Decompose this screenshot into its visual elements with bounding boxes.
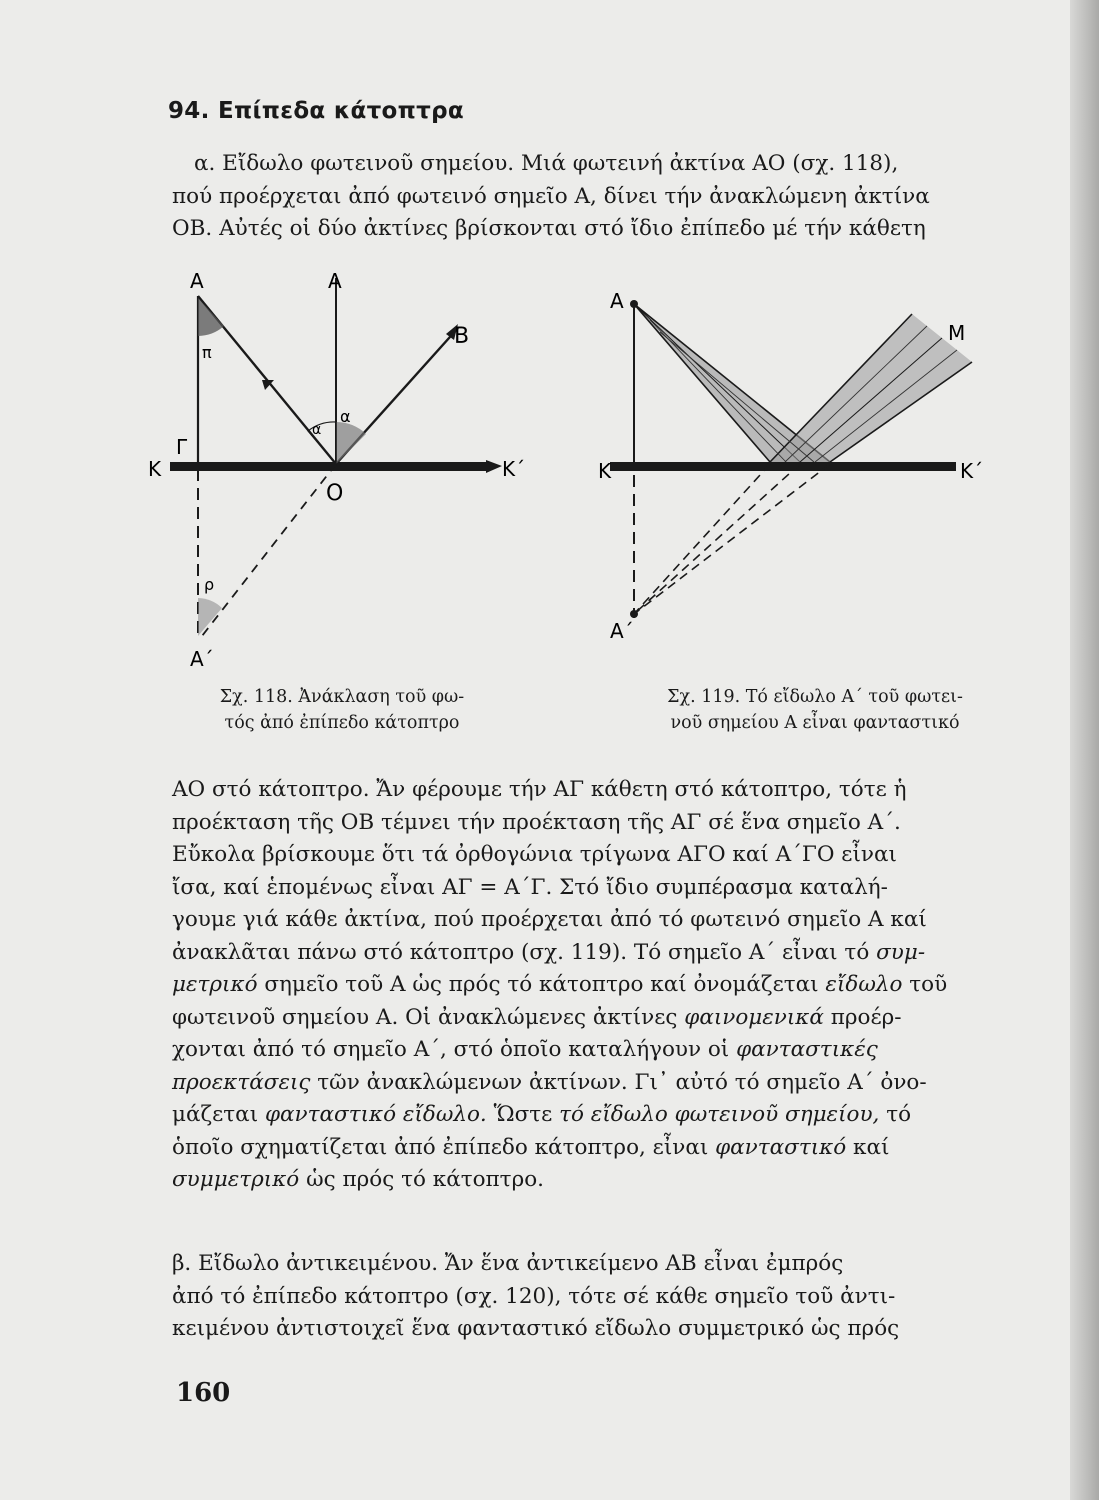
label-pi: π bbox=[202, 343, 212, 362]
label-K-prime: Κ΄ bbox=[502, 457, 526, 481]
caption-line: τός ἀπό ἐπίπεδο κάτοπτρο bbox=[224, 713, 460, 733]
text-line: προέκταση τῆς ΟΒ τέμνει τήν προέκταση τῆς ΑΓ σέ ἕνα σημεῖο Α΄. bbox=[172, 809, 901, 835]
text-line: ΟΒ. Αὐτές οἱ δύο ἀκτίνες βρίσκονται στό ἴδιο ἐπίπεδο μέ τήν κάθετη bbox=[172, 216, 926, 241]
text-run: τῶν ἀνακλώμενων ἀκτίνων. Γι᾽ αὐτό τό σημεῖο Α΄ ὀνο- bbox=[310, 1069, 927, 1095]
italic-run: προεκτάσεις bbox=[172, 1069, 311, 1095]
section-heading: 94. Επίπεδα κάτοπτρα bbox=[168, 98, 464, 124]
text-run: Ὥστε bbox=[486, 1102, 560, 1127]
italic-run: φανταστικές bbox=[736, 1037, 878, 1062]
caption-line: νοῦ σημείου Α εἶναι φανταστικό bbox=[670, 713, 960, 733]
text-run: ὡς πρός τό κάτοπτρο. bbox=[299, 1167, 544, 1192]
label-K: Κ bbox=[148, 457, 162, 481]
text-run: σημεῖο τοῦ Α ὡς πρός τό κάτοπτρο καί ὀνομάζεται bbox=[257, 972, 826, 997]
italic-run: συμμετρικό bbox=[172, 1167, 300, 1192]
text-run: φωτεινοῦ σημείου Α. Οἱ ἀνακλώμενες ἀκτίνες bbox=[172, 1004, 685, 1030]
label-M: Μ bbox=[948, 321, 966, 345]
figure-119 bbox=[600, 284, 1020, 644]
text-run: ἀνακλᾶται πάνω στό κάτοπτρο (σχ. 119). Τό σημεῖο Α΄ εἶναι τό bbox=[172, 939, 870, 965]
label-A: Α bbox=[610, 289, 624, 313]
italic-run: μετρικό bbox=[172, 972, 258, 997]
italic-run: τό εἴδωλο φωτεινοῦ σημείου, bbox=[559, 1102, 880, 1127]
caption-line: Σχ. 118. Ἀνάκλαση τοῦ φω- bbox=[219, 687, 465, 707]
label-K-prime: Κ΄ bbox=[960, 459, 984, 483]
caption-line: Σχ. 119. Τό εἴδωλο Α΄ τοῦ φωτει- bbox=[667, 687, 963, 707]
paragraph-b bbox=[172, 1248, 1004, 1346]
label-K: Κ bbox=[598, 459, 612, 483]
page-edge bbox=[1070, 0, 1099, 1500]
text-line: κειμένου ἀντιστοιχεῖ ἕνα φανταστικό εἴδωλο συμμετρικό ὡς πρός bbox=[172, 1316, 900, 1341]
italic-run: εἴδωλο bbox=[825, 972, 903, 997]
italic-run: φανταστικό εἴδωλο. bbox=[264, 1102, 487, 1127]
paragraph-a bbox=[172, 148, 1004, 246]
label-O: Ο bbox=[326, 481, 344, 506]
text-run: τοῦ bbox=[902, 972, 948, 997]
italic-run: φανταστικό bbox=[715, 1134, 847, 1160]
text-run: μάζεται bbox=[172, 1102, 265, 1127]
caption-119 bbox=[620, 684, 1010, 736]
text-line bbox=[172, 1067, 1004, 1100]
text-line bbox=[172, 1132, 1004, 1165]
text-line: πού προέρχεται ἀπό φωτεινό σημεῖο Α, δίνει τήν ἀνακλώμενη ἀκτίνα bbox=[172, 183, 930, 209]
text-line: β. Εἴδωλο ἀντικειμένου. Ἄν ἕνα ἀντικείμενο ΑΒ εἶναι ἐμπρός bbox=[172, 1251, 844, 1276]
text-line: Εὔκολα βρίσκουμε ὅτι τά ὀρθογώνια τρίγωνα ΑΓΟ καί Α΄ΓΟ εἶναι bbox=[172, 842, 897, 867]
label-B: Β bbox=[454, 324, 470, 349]
text-line bbox=[172, 969, 1004, 1002]
text-run: προέρ- bbox=[823, 1004, 902, 1030]
text-line bbox=[172, 1002, 1004, 1035]
figure-118 bbox=[140, 268, 530, 678]
italic-run: φαινομενικά bbox=[684, 1004, 824, 1030]
text-run: χονται ἀπό τό σημεῖο Α΄, στό ὁποῖο καταλήγουν οἱ bbox=[172, 1037, 737, 1062]
label-rho: ρ bbox=[204, 575, 215, 594]
page-number: 160 bbox=[176, 1378, 231, 1408]
caption-118 bbox=[172, 684, 512, 736]
text-line: ἴσα, καί ἑπομένως εἶναι ΑΓ = Α΄Γ. Στό ἴδιο συμπέρασμα καταλή- bbox=[172, 874, 888, 900]
text-line bbox=[172, 937, 1004, 970]
label-A-top: Α bbox=[328, 269, 342, 293]
text-line bbox=[172, 1164, 1004, 1197]
label-A-prime: Α΄ bbox=[610, 619, 634, 643]
text-line: α. Εἴδωλο φωτεινοῦ σημείου. Μιά φωτεινή ἀκτίνα ΑΟ (σχ. 118), bbox=[194, 151, 899, 176]
label-alpha2: α bbox=[312, 422, 322, 438]
text-line: ΑΟ στό κάτοπτρο. Ἄν φέρουμε τήν ΑΓ κάθετη στό κάτοπτρο, τότε ἡ bbox=[172, 777, 907, 802]
label-A-prime: Α΄ bbox=[190, 647, 214, 671]
text-line bbox=[172, 1034, 1004, 1067]
text-line bbox=[172, 1099, 1004, 1132]
italic-run: συμ- bbox=[876, 939, 926, 965]
text-line: ἀπό τό ἐπίπεδο κάτοπτρο (σχ. 120), τότε σέ κάθε σημεῖο τοῦ ἀντι- bbox=[172, 1283, 896, 1309]
label-Gamma: Γ bbox=[176, 435, 188, 459]
text-run: τό bbox=[879, 1102, 912, 1127]
text-run: καί bbox=[846, 1134, 890, 1160]
text-line: γουμε γιά κάθε ἀκτίνα, πού προέρχεται ἀπό τό φωτεινό σημεῖο Α καί bbox=[172, 907, 927, 932]
label-alpha: α bbox=[340, 407, 351, 426]
label-A: Α bbox=[190, 269, 204, 293]
text-run: ὁποῖο σχηματίζεται ἀπό ἐπίπεδο κάτοπτρο, εἶναι bbox=[172, 1134, 716, 1160]
paragraph-body bbox=[172, 774, 1004, 1197]
